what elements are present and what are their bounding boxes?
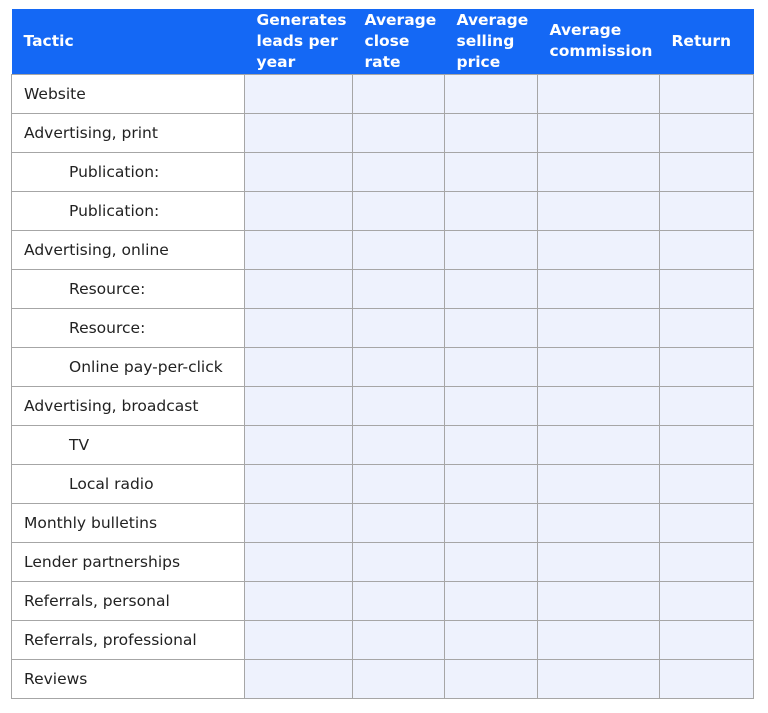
selling-price-cell[interactable] [445,74,538,113]
leads-per-year-cell[interactable] [245,620,353,659]
tactic-label: Publication: [12,191,245,230]
tactic-label: Advertising, print [12,113,245,152]
selling-price-cell[interactable] [445,620,538,659]
leads-per-year-cell[interactable] [245,659,353,698]
leads-per-year-cell[interactable] [245,308,353,347]
selling-price-cell[interactable] [445,464,538,503]
leads-per-year-cell[interactable] [245,230,353,269]
close-rate-cell[interactable] [353,191,445,230]
commission-cell[interactable] [538,191,660,230]
table-body [12,74,754,698]
selling-price-cell[interactable] [445,347,538,386]
return-cell[interactable] [660,269,754,308]
table-row [12,659,754,698]
return-cell[interactable] [660,503,754,542]
return-cell[interactable] [660,659,754,698]
return-cell[interactable] [660,308,754,347]
tactic-label: Publication: [12,152,245,191]
column-header-close-rate: Average close rate [353,9,445,74]
leads-per-year-cell[interactable] [245,269,353,308]
close-rate-cell[interactable] [353,152,445,191]
leads-per-year-cell[interactable] [245,113,353,152]
close-rate-cell[interactable] [353,308,445,347]
commission-cell[interactable] [538,269,660,308]
return-cell[interactable] [660,347,754,386]
return-cell[interactable] [660,74,754,113]
return-cell[interactable] [660,230,754,269]
column-header-tactic: Tactic [12,9,245,74]
close-rate-cell[interactable] [353,113,445,152]
leads-per-year-cell[interactable] [245,581,353,620]
commission-cell[interactable] [538,230,660,269]
return-cell[interactable] [660,620,754,659]
return-cell[interactable] [660,542,754,581]
return-cell[interactable] [660,581,754,620]
table-row [12,464,754,503]
selling-price-cell[interactable] [445,308,538,347]
close-rate-cell[interactable] [353,581,445,620]
table-row [12,581,754,620]
leads-per-year-cell[interactable] [245,425,353,464]
tactic-label: Resource: [12,308,245,347]
close-rate-cell[interactable] [353,542,445,581]
selling-price-cell[interactable] [445,542,538,581]
column-header-commission: Average commission [538,9,660,74]
tactic-label: Reviews [12,659,245,698]
column-header-leads-per-year: Generates leads per year [245,9,353,74]
tactic-label: Website [12,74,245,113]
column-header-return: Return [660,9,754,74]
tactic-label: Local radio [12,464,245,503]
selling-price-cell[interactable] [445,113,538,152]
selling-price-cell[interactable] [445,386,538,425]
return-cell[interactable] [660,113,754,152]
leads-per-year-cell[interactable] [245,347,353,386]
return-cell[interactable] [660,464,754,503]
table-row [12,620,754,659]
commission-cell[interactable] [538,425,660,464]
selling-price-cell[interactable] [445,191,538,230]
tactic-label: Referrals, professional [12,620,245,659]
selling-price-cell[interactable] [445,152,538,191]
tactic-label: Referrals, personal [12,581,245,620]
close-rate-cell[interactable] [353,425,445,464]
selling-price-cell[interactable] [445,425,538,464]
commission-cell[interactable] [538,113,660,152]
tactic-label: Online pay-per-click [12,347,245,386]
return-cell[interactable] [660,386,754,425]
table-row [12,230,754,269]
table-row [12,542,754,581]
commission-cell[interactable] [538,464,660,503]
return-cell[interactable] [660,191,754,230]
table-row [12,191,754,230]
table-row [12,152,754,191]
table-row [12,308,754,347]
leads-per-year-cell[interactable] [245,386,353,425]
close-rate-cell[interactable] [353,269,445,308]
commission-cell[interactable] [538,659,660,698]
selling-price-cell[interactable] [445,581,538,620]
commission-cell[interactable] [538,386,660,425]
table-row [12,74,754,113]
selling-price-cell[interactable] [445,659,538,698]
return-cell[interactable] [660,152,754,191]
commission-cell[interactable] [538,347,660,386]
table-row [12,386,754,425]
leads-per-year-cell[interactable] [245,464,353,503]
leads-per-year-cell[interactable] [245,191,353,230]
selling-price-cell[interactable] [445,269,538,308]
commission-cell[interactable] [538,620,660,659]
commission-cell[interactable] [538,542,660,581]
tactic-label: Monthly bulletins [12,503,245,542]
close-rate-cell[interactable] [353,74,445,113]
tactics-table [11,9,754,699]
tactic-label: Advertising, broadcast [12,386,245,425]
table-row [12,113,754,152]
table-row [12,425,754,464]
tactic-label: Resource: [12,269,245,308]
commission-cell[interactable] [538,581,660,620]
table-row [12,503,754,542]
table-row [12,347,754,386]
commission-cell[interactable] [538,152,660,191]
close-rate-cell[interactable] [353,620,445,659]
tactic-label: Advertising, online [12,230,245,269]
table-row [12,269,754,308]
leads-per-year-cell[interactable] [245,503,353,542]
leads-per-year-cell[interactable] [245,152,353,191]
close-rate-cell[interactable] [353,659,445,698]
commission-cell[interactable] [538,308,660,347]
leads-per-year-cell[interactable] [245,542,353,581]
close-rate-cell[interactable] [353,386,445,425]
column-header-selling-price: Average selling price [445,9,538,74]
tactic-label: TV [12,425,245,464]
close-rate-cell[interactable] [353,503,445,542]
header-row [12,9,754,74]
close-rate-cell[interactable] [353,230,445,269]
tactic-label: Lender partnerships [12,542,245,581]
leads-per-year-cell[interactable] [245,74,353,113]
selling-price-cell[interactable] [445,230,538,269]
commission-cell[interactable] [538,503,660,542]
commission-cell[interactable] [538,74,660,113]
close-rate-cell[interactable] [353,464,445,503]
close-rate-cell[interactable] [353,347,445,386]
selling-price-cell[interactable] [445,503,538,542]
return-cell[interactable] [660,425,754,464]
